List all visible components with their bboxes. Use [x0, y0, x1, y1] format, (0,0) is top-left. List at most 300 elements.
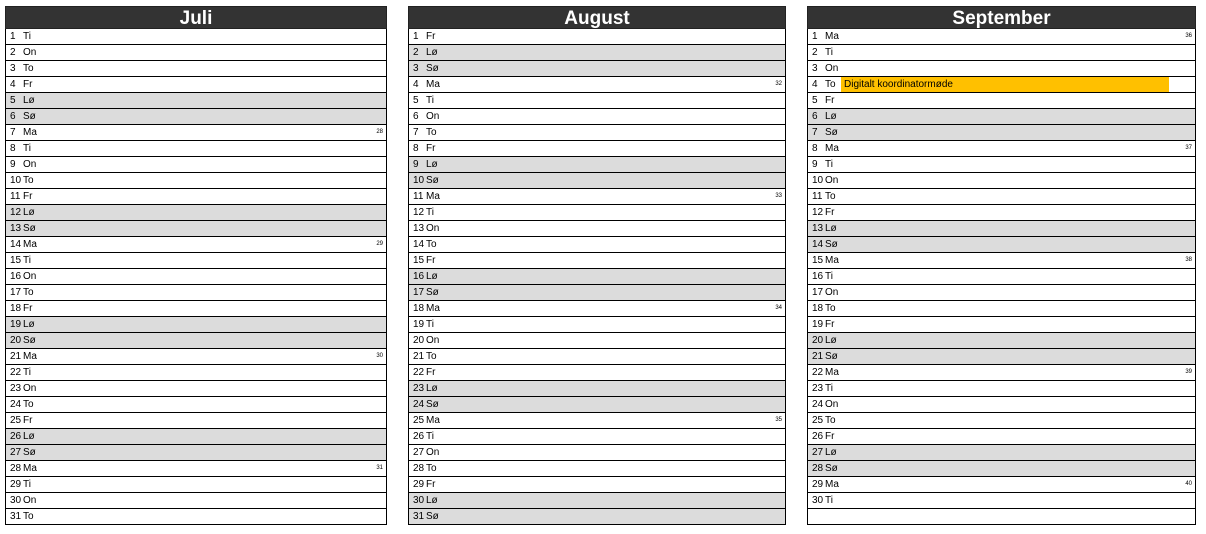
weekday-label: Ma	[23, 351, 37, 362]
weekday-label: On	[23, 159, 37, 170]
day-row[interactable]	[808, 93, 1195, 109]
day-row[interactable]	[808, 109, 1195, 125]
weekday-label: Sø	[23, 223, 36, 234]
weekday-label: Fr	[426, 143, 436, 154]
weekday-label: Lø	[23, 431, 35, 442]
day-number: 16	[812, 271, 824, 282]
weekday-label: Fr	[426, 367, 436, 378]
week-number: 39	[1185, 369, 1192, 375]
day-number: 11	[812, 191, 823, 202]
day-number: 9	[413, 159, 419, 170]
day-number: 11	[10, 191, 21, 202]
day-row[interactable]	[409, 509, 785, 525]
weekday-label: On	[23, 495, 37, 506]
day-number: 19	[812, 319, 824, 330]
day-row[interactable]	[808, 237, 1195, 253]
day-row[interactable]	[808, 301, 1195, 317]
weekday-label: To	[825, 191, 836, 202]
weekday-label: Fr	[825, 319, 835, 330]
weekday-label: Ti	[23, 31, 31, 42]
day-row[interactable]	[409, 141, 785, 157]
day-number: 5	[10, 95, 16, 106]
day-row[interactable]	[6, 269, 386, 285]
day-row[interactable]	[409, 477, 785, 493]
weekday-label: Lø	[426, 383, 438, 394]
day-number: 30	[10, 495, 22, 506]
day-number: 22	[812, 367, 824, 378]
weekday-label: To	[23, 175, 34, 186]
month-title: September	[807, 6, 1196, 29]
week-number: 34	[775, 305, 782, 311]
day-row[interactable]	[808, 333, 1195, 349]
day-number: 16	[413, 271, 425, 282]
weekday-label: Sø	[426, 175, 439, 186]
day-number: 29	[10, 479, 22, 490]
day-number: 18	[413, 303, 425, 314]
weekday-label: Ti	[23, 255, 31, 266]
weekday-label: Ma	[23, 239, 37, 250]
weekday-label: Lø	[426, 495, 438, 506]
week-number: 40	[1185, 481, 1192, 487]
day-list	[5, 29, 387, 525]
weekday-label: To	[23, 63, 34, 74]
day-number: 14	[413, 239, 425, 250]
weekday-label: On	[23, 47, 37, 58]
day-row[interactable]	[808, 461, 1195, 477]
weekday-label: On	[825, 63, 839, 74]
day-row[interactable]	[409, 349, 785, 365]
day-number: 18	[10, 303, 22, 314]
weekday-label: Ti	[426, 207, 434, 218]
day-number: 13	[413, 223, 425, 234]
weekday-label: Fr	[23, 191, 33, 202]
day-list	[807, 29, 1196, 525]
day-number: 23	[413, 383, 425, 394]
day-row[interactable]	[808, 29, 1195, 45]
day-row[interactable]	[409, 29, 785, 45]
day-number: 27	[413, 447, 425, 458]
day-number: 3	[413, 63, 419, 74]
day-row[interactable]	[6, 141, 386, 157]
day-number: 24	[10, 399, 22, 410]
day-row[interactable]	[808, 429, 1195, 445]
day-row[interactable]	[808, 157, 1195, 173]
day-row[interactable]	[808, 381, 1195, 397]
weekday-label: Ma	[825, 31, 839, 42]
day-row[interactable]	[6, 125, 386, 141]
weekday-label: Ti	[23, 479, 31, 490]
weekday-label: Lø	[426, 47, 438, 58]
day-row[interactable]	[6, 461, 386, 477]
weekday-label: Ti	[825, 495, 833, 506]
day-number: 25	[812, 415, 824, 426]
weekday-label: Ti	[825, 159, 833, 170]
day-number: 15	[10, 255, 22, 266]
weekday-label: On	[426, 447, 440, 458]
weekday-label: Ma	[825, 143, 839, 154]
weekday-label: Lø	[23, 319, 35, 330]
day-number: 14	[812, 239, 824, 250]
weekday-label: Lø	[825, 335, 837, 346]
day-number: 2	[10, 47, 16, 58]
day-row[interactable]	[6, 205, 386, 221]
day-row[interactable]	[409, 93, 785, 109]
month-juli	[5, 6, 387, 525]
day-row[interactable]	[6, 29, 386, 45]
day-row[interactable]	[409, 317, 785, 333]
day-number: 7	[10, 127, 16, 138]
day-number: 5	[812, 95, 818, 106]
day-number: 5	[413, 95, 419, 106]
day-row[interactable]	[6, 429, 386, 445]
weekday-label: Lø	[825, 223, 837, 234]
day-row[interactable]	[409, 461, 785, 477]
day-number: 4	[413, 79, 419, 90]
day-number: 20	[10, 335, 22, 346]
day-row[interactable]	[409, 445, 785, 461]
weekday-label: Ti	[23, 367, 31, 378]
day-row[interactable]	[808, 413, 1195, 429]
week-number: 30	[376, 353, 383, 359]
day-row[interactable]	[6, 333, 386, 349]
day-row[interactable]	[409, 429, 785, 445]
weekday-label: To	[825, 79, 836, 90]
weekday-label: To	[825, 303, 836, 314]
day-row[interactable]	[6, 477, 386, 493]
week-number: 32	[775, 81, 782, 87]
day-number: 24	[812, 399, 824, 410]
day-row[interactable]	[6, 189, 386, 205]
day-number: 6	[812, 111, 818, 122]
weekday-label: Fr	[426, 479, 436, 490]
day-row[interactable]	[6, 509, 386, 525]
day-row[interactable]	[808, 285, 1195, 301]
day-row[interactable]	[409, 253, 785, 269]
weekday-label: Sø	[825, 351, 838, 362]
day-number: 20	[413, 335, 425, 346]
day-row[interactable]	[808, 221, 1195, 237]
day-number: 13	[812, 223, 824, 234]
day-number: 17	[812, 287, 824, 298]
weekday-label: To	[426, 127, 437, 138]
day-number: 28	[413, 463, 425, 474]
weekday-label: Fr	[426, 255, 436, 266]
day-row[interactable]	[808, 189, 1195, 205]
day-row[interactable]	[808, 61, 1195, 77]
weekday-label: To	[426, 351, 437, 362]
weekday-label: To	[23, 511, 34, 522]
day-number: 21	[413, 351, 425, 362]
weekday-label: Fr	[825, 95, 835, 106]
day-number: 30	[812, 495, 824, 506]
day-row[interactable]	[6, 365, 386, 381]
day-number: 25	[10, 415, 22, 426]
week-number: 29	[376, 241, 383, 247]
weekday-label: Fr	[23, 415, 33, 426]
weekday-label: Fr	[426, 31, 436, 42]
day-row[interactable]	[6, 221, 386, 237]
weekday-label: Lø	[825, 111, 837, 122]
weekday-label: Fr	[23, 303, 33, 314]
day-number: 24	[413, 399, 425, 410]
day-row[interactable]	[6, 157, 386, 173]
day-row[interactable]	[6, 413, 386, 429]
weekday-label: Ti	[825, 271, 833, 282]
day-row[interactable]	[808, 173, 1195, 189]
month-september	[807, 6, 1196, 525]
day-row[interactable]	[808, 205, 1195, 221]
day-number: 17	[413, 287, 425, 298]
day-number: 22	[10, 367, 22, 378]
day-list	[408, 29, 786, 525]
day-row[interactable]	[409, 157, 785, 173]
day-number: 2	[413, 47, 419, 58]
day-row[interactable]	[409, 397, 785, 413]
day-number: 17	[10, 287, 22, 298]
weekday-label: Fr	[23, 79, 33, 90]
weekday-label: Sø	[23, 335, 36, 346]
day-number: 9	[10, 159, 16, 170]
day-row[interactable]	[6, 109, 386, 125]
day-number: 10	[812, 175, 824, 186]
day-row[interactable]	[409, 189, 785, 205]
weekday-label: Fr	[825, 207, 835, 218]
day-number: 8	[10, 143, 16, 154]
day-row[interactable]	[6, 317, 386, 333]
weekday-label: Ti	[825, 383, 833, 394]
day-number: 15	[812, 255, 824, 266]
day-number: 3	[10, 63, 16, 74]
day-number: 15	[413, 255, 425, 266]
weekday-label: On	[23, 271, 37, 282]
weekday-label: Ti	[23, 143, 31, 154]
day-row[interactable]	[6, 493, 386, 509]
day-number: 19	[10, 319, 22, 330]
weekday-label: Sø	[825, 463, 838, 474]
day-row[interactable]	[6, 349, 386, 365]
weekday-label: Lø	[426, 271, 438, 282]
day-number: 16	[10, 271, 22, 282]
day-number: 6	[413, 111, 419, 122]
day-number: 1	[413, 31, 419, 42]
day-row[interactable]	[808, 365, 1195, 381]
weekday-label: On	[426, 111, 440, 122]
week-number: 38	[1185, 257, 1192, 263]
day-row[interactable]	[6, 61, 386, 77]
day-number: 1	[812, 31, 818, 42]
day-row[interactable]	[808, 349, 1195, 365]
day-row[interactable]	[409, 45, 785, 61]
day-row[interactable]	[808, 477, 1195, 493]
day-number: 14	[10, 239, 22, 250]
day-number: 12	[10, 207, 22, 218]
day-row[interactable]	[6, 253, 386, 269]
day-number: 28	[10, 463, 22, 474]
day-row[interactable]	[409, 125, 785, 141]
day-row[interactable]	[409, 301, 785, 317]
day-row[interactable]	[409, 173, 785, 189]
day-row[interactable]	[409, 205, 785, 221]
day-row[interactable]	[6, 445, 386, 461]
day-row[interactable]	[808, 493, 1195, 509]
weekday-label: On	[825, 287, 839, 298]
weekday-label: To	[23, 287, 34, 298]
day-row[interactable]	[6, 237, 386, 253]
day-number: 21	[10, 351, 22, 362]
weekday-label: Lø	[23, 207, 35, 218]
day-number: 29	[812, 479, 824, 490]
day-number: 26	[413, 431, 425, 442]
weekday-label: On	[825, 399, 839, 410]
day-row[interactable]	[6, 397, 386, 413]
day-number: 4	[812, 79, 818, 90]
weekday-label: Sø	[426, 399, 439, 410]
day-row[interactable]	[6, 285, 386, 301]
week-number: 35	[775, 417, 782, 423]
week-number: 31	[376, 465, 383, 471]
day-number: 20	[812, 335, 824, 346]
day-row[interactable]	[409, 109, 785, 125]
weekday-label: Ti	[426, 319, 434, 330]
day-number: 6	[10, 111, 16, 122]
weekday-label: Lø	[23, 95, 35, 106]
week-number: 33	[775, 193, 782, 199]
day-row[interactable]	[808, 141, 1195, 157]
day-row[interactable]	[6, 93, 386, 109]
weekday-label: Ti	[825, 47, 833, 58]
day-number: 12	[413, 207, 425, 218]
day-number: 18	[812, 303, 824, 314]
day-number: 1	[10, 31, 16, 42]
day-row[interactable]	[409, 221, 785, 237]
weekday-label: Ma	[426, 415, 440, 426]
day-row[interactable]	[409, 333, 785, 349]
day-row[interactable]	[409, 237, 785, 253]
day-row[interactable]	[6, 301, 386, 317]
day-row[interactable]	[6, 381, 386, 397]
weekday-label: Ma	[825, 255, 839, 266]
weekday-label: Ma	[23, 127, 37, 138]
day-number: 27	[10, 447, 22, 458]
day-number: 9	[812, 159, 818, 170]
month-title: August	[408, 6, 786, 29]
day-row[interactable]	[409, 269, 785, 285]
day-row[interactable]	[808, 509, 1195, 525]
day-number: 4	[10, 79, 16, 90]
day-row[interactable]	[409, 413, 785, 429]
day-row[interactable]	[409, 77, 785, 93]
weekday-label: Sø	[426, 63, 439, 74]
event-label[interactable]: Digitalt koordinatormøde	[841, 77, 1169, 92]
day-number: 31	[413, 511, 425, 522]
day-row[interactable]	[6, 77, 386, 93]
day-row[interactable]	[808, 253, 1195, 269]
day-row[interactable]	[808, 445, 1195, 461]
weekday-label: Ma	[825, 479, 839, 490]
week-number: 37	[1185, 145, 1192, 151]
weekday-label: To	[426, 239, 437, 250]
weekday-label: Sø	[825, 127, 838, 138]
weekday-label: Ma	[825, 367, 839, 378]
day-row[interactable]	[409, 493, 785, 509]
weekday-label: On	[23, 383, 37, 394]
day-number: 28	[812, 463, 824, 474]
weekday-label: Fr	[825, 431, 835, 442]
day-number: 30	[413, 495, 425, 506]
day-row[interactable]	[409, 285, 785, 301]
weekday-label: On	[426, 223, 440, 234]
day-number: 2	[812, 47, 818, 58]
day-number: 23	[10, 383, 22, 394]
weekday-label: Lø	[825, 447, 837, 458]
day-row[interactable]	[808, 317, 1195, 333]
day-row[interactable]	[808, 269, 1195, 285]
day-number: 8	[413, 143, 419, 154]
month-title: Juli	[5, 6, 387, 29]
day-number: 26	[812, 431, 824, 442]
weekday-label: To	[426, 463, 437, 474]
day-number: 13	[10, 223, 22, 234]
weekday-label: Ma	[426, 191, 440, 202]
day-number: 7	[812, 127, 818, 138]
weekday-label: Sø	[426, 511, 439, 522]
weekday-label: Ma	[426, 303, 440, 314]
weekday-label: Sø	[23, 111, 36, 122]
day-number: 3	[812, 63, 818, 74]
month-august	[408, 6, 786, 525]
day-row[interactable]	[6, 45, 386, 61]
weekday-label: On	[426, 335, 440, 346]
day-row[interactable]	[808, 397, 1195, 413]
day-number: 10	[10, 175, 22, 186]
day-number: 29	[413, 479, 425, 490]
day-number: 7	[413, 127, 419, 138]
day-number: 19	[413, 319, 425, 330]
day-number: 21	[812, 351, 824, 362]
day-number: 31	[10, 511, 22, 522]
day-number: 10	[413, 175, 425, 186]
day-number: 27	[812, 447, 824, 458]
weekday-label: To	[23, 399, 34, 410]
weekday-label: Ma	[23, 463, 37, 474]
weekday-label: Sø	[825, 239, 838, 250]
weekday-label: Lø	[426, 159, 438, 170]
weekday-label: On	[825, 175, 839, 186]
week-number: 28	[376, 129, 383, 135]
day-number: 12	[812, 207, 824, 218]
weekday-label: Ti	[426, 95, 434, 106]
weekday-label: Sø	[426, 287, 439, 298]
day-number: 26	[10, 431, 22, 442]
day-row[interactable]	[409, 365, 785, 381]
weekday-label: Ma	[426, 79, 440, 90]
day-number: 8	[812, 143, 818, 154]
week-number: 36	[1185, 33, 1192, 39]
day-row[interactable]	[409, 61, 785, 77]
day-number: 11	[413, 191, 424, 202]
day-row[interactable]	[6, 173, 386, 189]
weekday-label: To	[825, 415, 836, 426]
weekday-label: Ti	[426, 431, 434, 442]
day-number: 22	[413, 367, 425, 378]
day-row[interactable]	[409, 381, 785, 397]
day-number: 25	[413, 415, 425, 426]
weekday-label: Sø	[23, 447, 36, 458]
day-number: 23	[812, 383, 824, 394]
day-row[interactable]	[808, 45, 1195, 61]
day-row[interactable]	[808, 125, 1195, 141]
day-row[interactable]	[808, 77, 1195, 93]
